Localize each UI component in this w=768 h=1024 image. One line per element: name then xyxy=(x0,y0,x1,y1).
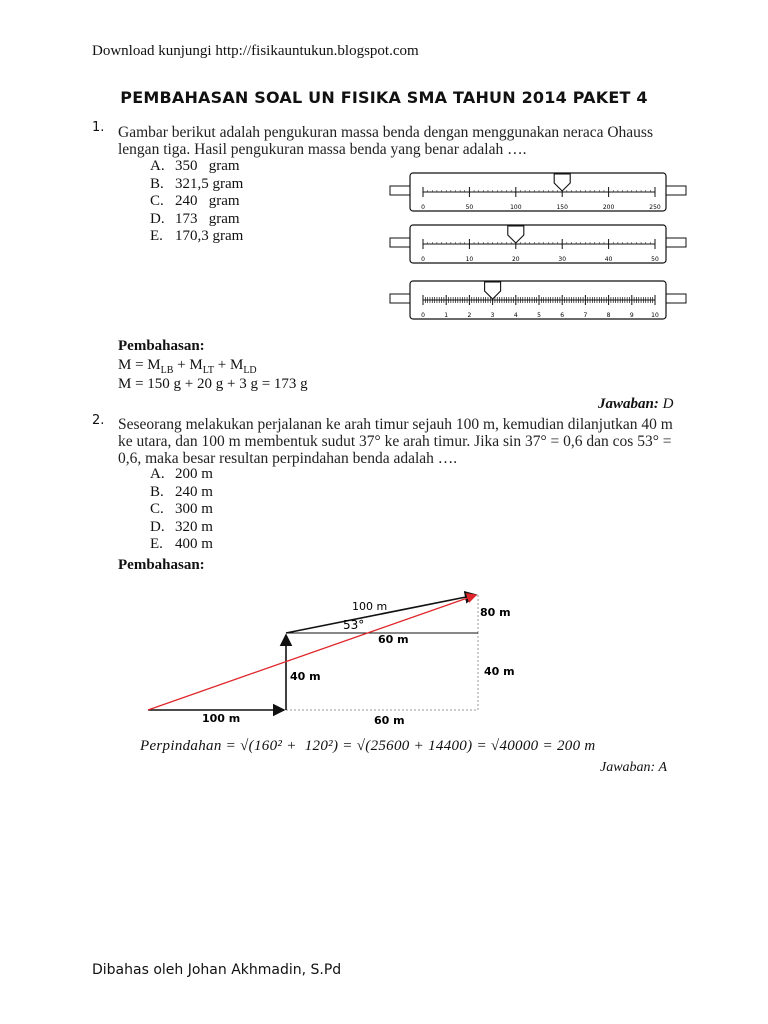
q2-option-d: D. 320 m xyxy=(150,518,213,535)
beam-tick-label: 10 xyxy=(465,256,474,263)
beam-tick-label: 7 xyxy=(583,312,588,319)
label-horizontal-upper: 60 m xyxy=(378,633,409,646)
q2-formula: Perpindahan = √(160² + 120²) = √(25600 + 14400) = √40000 = 200 m xyxy=(140,738,596,754)
q2-option-a: A. 200 m xyxy=(150,466,213,482)
ohauss-balance-figure xyxy=(380,168,690,328)
q2-text-line3: 0,6, maka besar resultan perpindahan benda adalah …. xyxy=(118,450,458,467)
q1-option-b: B. 321,5 gram xyxy=(150,175,244,192)
download-link-text: Download kunjungi http://fisikauntukun.blogspot.com xyxy=(92,43,419,59)
beam-tick-label: 9 xyxy=(629,312,634,319)
beam-tick-label: 6 xyxy=(560,312,565,319)
q2-options xyxy=(150,466,213,554)
q2-option-e: E. 400 m xyxy=(150,536,213,552)
label-right-upper: 80 m xyxy=(480,606,511,619)
balance-beam-3 xyxy=(390,281,686,319)
q2-option-c: C. 300 m xyxy=(150,501,213,517)
beam-tick-label: 0 xyxy=(421,256,425,263)
q2-text-line1: Seseorang melakukan perjalanan ke arah timur sejauh 100 m, kemudian dilanjutkan 40 m xyxy=(118,416,673,433)
q1-number: 1. xyxy=(92,120,105,135)
q1-option-d: D. 173 gram xyxy=(150,210,240,227)
q1-text-line1: Gambar berikut adalah pengukuran massa benda dengan menggunakan neraca Ohauss xyxy=(118,124,653,141)
q2-option-b: B. 240 m xyxy=(150,483,213,500)
beam-tick-label: 200 xyxy=(602,204,615,211)
beam-end-left xyxy=(390,238,412,247)
beam-end-left xyxy=(390,294,412,303)
beam-tick-label: 5 xyxy=(537,312,541,319)
q1-solution-heading: Pembahasan: xyxy=(118,338,205,354)
q1-solution-line2: M = 150 g + 20 g + 3 g = 173 g xyxy=(118,376,308,392)
beam-tick-label: 1 xyxy=(444,312,449,319)
balance-beam-1 xyxy=(390,173,686,211)
beam-end-right xyxy=(664,294,686,303)
beam-tick-label: 3 xyxy=(490,312,495,319)
beam-tick-label: 40 xyxy=(604,256,613,263)
beam-tick-label: 50 xyxy=(465,204,474,211)
q1-options xyxy=(150,158,243,246)
q1-solution-line1: $M = M_{LB} + M_{LT} + M_{LD}$ xyxy=(118,357,257,376)
beam-tick-label: 2 xyxy=(467,312,472,319)
q1-option-a: A. 350 gram xyxy=(150,158,240,174)
beam-tick-label: 0 xyxy=(421,312,425,319)
beam-tick-label: 8 xyxy=(606,312,611,319)
beam-tick-label: 4 xyxy=(513,312,518,319)
beam-tick-label: 30 xyxy=(558,256,567,263)
beam-tick-label: 20 xyxy=(511,256,520,263)
beam-tick-label: 10 xyxy=(651,312,659,319)
label-top-vector: 100 m xyxy=(352,600,388,613)
q1-option-c: C. 240 gram xyxy=(150,193,240,209)
q1-answer: Jawaban: D xyxy=(598,396,674,412)
beam-end-right xyxy=(664,238,686,247)
q1-text-line2: lengan tiga. Hasil pengukuran massa benda yang benar adalah …. xyxy=(118,141,527,158)
q2-answer: Jawaban: A xyxy=(600,760,668,775)
vector-diagram xyxy=(140,585,540,730)
beam-tick-label: 250 xyxy=(649,204,661,211)
label-bottom-right: 60 m xyxy=(374,714,405,727)
resultant-vector xyxy=(148,595,476,710)
balance-beam-2 xyxy=(390,225,686,263)
label-angle: 53° xyxy=(343,618,365,632)
beam-end-right xyxy=(664,186,686,195)
beam-tick-label: 100 xyxy=(510,204,522,211)
q2-text-line2: ke utara, dan 100 m membentuk sudut 37° ke arah timur. Jika sin 37° = 0,6 dan cos 53° = xyxy=(118,433,672,450)
q1-option-e: E. 170,3 gram xyxy=(150,228,244,244)
beam-end-left xyxy=(390,186,412,195)
page-title: PEMBAHASAN SOAL UN FISIKA SMA TAHUN 2014 PAKET 4 xyxy=(120,88,648,107)
beam-tick-label: 50 xyxy=(651,256,659,263)
label-right-lower: 40 m xyxy=(484,665,515,678)
label-left-vertical: 40 m xyxy=(290,670,321,683)
beam-tick-label: 150 xyxy=(556,204,568,211)
beam-tick-label: 0 xyxy=(421,204,425,211)
label-bottom-left: 100 m xyxy=(202,712,241,725)
q2-solution-heading: Pembahasan: xyxy=(118,557,205,573)
q2-number: 2. xyxy=(92,413,105,428)
footer-author: Dibahas oleh Johan Akhmadin, S.Pd xyxy=(92,962,342,978)
